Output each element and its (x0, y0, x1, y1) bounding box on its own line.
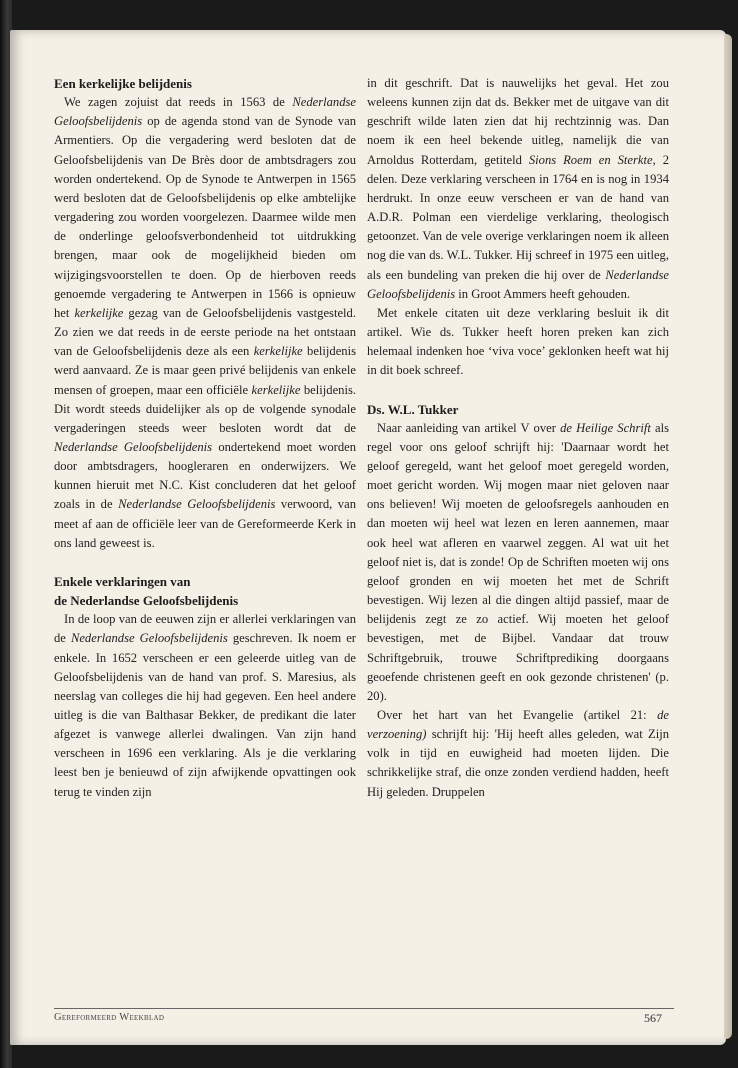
italic-title: kerkelijke (253, 344, 303, 359)
text-run: , 2 delen. Deze verklaring verscheen in 1764 en is nog in 1934 herdrukt. In onze eeuw verscheen er van de hand van A.D.R. Polman een vierdelige verklaring, theologisch getoonzet. Van de vele overige verklaringen noem ik alleen nog die van ds. W.L. Tukker. Hij schreef in 1975 een uitleg, als een bundeling van preken die hij over de (367, 152, 670, 282)
text-run: belijdenis werd aanvaard. Ze is maar geen privé belijdenis van enkele mensen of groepen, maar een officiële (54, 344, 356, 397)
text-run: Met enkele citaten uit deze verklaring besluit ik dit artikel. Wie ds. Tukker heeft horen preken kan zich helemaal indenken hoe ‘viva voce’ geklonken heeft wat hij in dit boek schreef. (367, 305, 669, 378)
text-run: gezag van de Geloofsbelijdenis vastgesteld. Zo zien we dat reeds in de eerste periode na het ontstaan van de Geloofsbelijdenis deze als een (54, 305, 356, 359)
text-run: belijdenis. Dit wordt steeds duidelijker als op de volgende synodale vergaderingen steeds weer besloten wordt dat de (54, 382, 356, 435)
text-run: in dit geschrift. Dat is nauwelijks het geval. Het zou weleens kunnen zijn dat ds. Bekker met de uitgave van dit geschrift wilde laten zien dat hij rechtzinnig was. Dan noem ik een heel bekende uitleg, namelijk die van Arnoldus Rotterdam, getiteld (367, 76, 669, 167)
italic-title: Sions Roem en Sterkte (528, 152, 653, 167)
right-column (367, 74, 669, 802)
italic-title: kerkelijke (251, 382, 301, 397)
italic-title: Nederlandse Geloofsbelijdenis (54, 95, 356, 129)
section-heading-kerkelijke-belijdenis: Een kerkelijke belijdenis (54, 76, 192, 91)
text-run: als regel voor ons geloof schrijft hij: 'Daarnaar wordt het geloof geregeld, want het geloof moet geregeld worden, moet gericht worden. Wij mogen maar niet geloven naar ons believen! Wij moeten de geloofsregels aanhouden en dan moeten wij heel wat lezen en leren aannemen, maar ook heel wat afleren en vaarwel zeggen. Al wat uit het geloof niet is, dat is zonde! Op de Schriften moeten wij ons geloof gronden en wij moeten het met de Schrift bevestigen. Wij lezen al die dingen altijd passief, maar de belijdenis zegt ze zo actief. Wij moeten het geloof bevestigen, met de Bijbel. Vandaar dat trouw Schriftgebruik, trouwe Schriftprediking doorgaans geoefende christenen geeft en ook gezonde christenen' (p. 20). (367, 420, 669, 703)
text-run: We zagen zojuist dat reeds in 1563 de (64, 95, 293, 110)
text-run: geschreven. Ik noem er enkele. In 1652 verscheen er een geleerde uitleg van de Geloofsbelijdenis van de hand van prof. S. Maresius, als neerslag van colleges die hij had gegeven. Een heel andere uitleg is die van Balthasar Bekker, de predikant die later afgezet is vanwege allerlei dwalingen. Van zijn hand verscheen in 1696 een verklaring. Als je die verklaring leest ben je benieuwd of zijn afwijkende opvattingen ook terug te vinden zijn (54, 631, 356, 799)
paragraph (54, 610, 356, 802)
text-run: Naar aanleiding van artikel V over (377, 420, 561, 435)
italic-title: Nederlandse Geloofsbelijdenis (54, 439, 213, 454)
italic-title: Nederlandse Geloofsbelijdenis (70, 631, 228, 646)
text-run: op de agenda stond van de Synode van Armentiers. Op die vergadering werd besloten dat de Geloofsbelijdenis van De Brès door de ambtsdragers zou worden ondertekend. Op de Synode te Antwerpen in 1565 werd besloten dat de Geloofsbelijdenis op elke ambtelijke vergadering zou worden voorgelezen. Daarmee wilde men de onderlinge geloofsverbondenheid tot uitdrukking brengen, maar ook de mogelijkheid bieden om wijzigingsvoorstellen te doen. Op de hierboven reeds genoemde vergadering te Antwerpen in 1566 is opnieuw het (54, 114, 356, 320)
paragraph (54, 93, 356, 553)
text-run: ondertekend moet worden door ambtsdragers, hoogleraren en onderwijzers. We kunnen hieruit met N.C. Kist concluderen dat het geloof zoals in de (54, 439, 357, 512)
text-run: verwoord, van meet af aan de officiële leer van de Gereformeerde Kerk in ons land geweest is. (54, 497, 356, 550)
italic-title: Nederlandse Geloofsbelijdenis (367, 267, 669, 301)
text-run: in Groot Ammers heeft gehouden. (455, 286, 631, 301)
heading-line: de Nederlandse Geloofsbelijdenis (54, 593, 239, 609)
text-run: In de loop van de eeuwen zijn er allerlei verklaringen van de (54, 612, 356, 646)
italic-title: Nederlandse Geloofsbelijdenis (118, 497, 276, 512)
paragraph (367, 74, 669, 304)
page-number: 567 (644, 1011, 662, 1025)
section-heading-verklaringen (54, 572, 356, 610)
paragraph (367, 304, 669, 381)
paragraph (367, 706, 669, 802)
left-column (54, 74, 356, 802)
publication-name: Gereformeerd Weekblad (54, 1012, 165, 1023)
paragraph (367, 419, 669, 706)
text-run: schrijft hij: 'Hij heeft alles geleden, wat Zijn volk in tijd en euwigheid had moeten lijden. Die schrikkelijke straf, die onze zonden verdiend hadden, heeft Hij geleden. Druppelen (367, 727, 669, 799)
italic-title: kerkelijke (74, 305, 124, 320)
italic-title: de Heilige Schrift (560, 420, 651, 435)
italic-title: de verzoening) (367, 708, 669, 742)
text-run: Over het hart van het Evangelie (artikel 21: (377, 708, 658, 722)
footer-rule (54, 1008, 674, 1009)
section-heading-tukker: Ds. W.L. Tukker (367, 401, 459, 417)
page-edge (724, 34, 732, 1039)
heading-line: Enkele verklaringen van (54, 573, 191, 589)
